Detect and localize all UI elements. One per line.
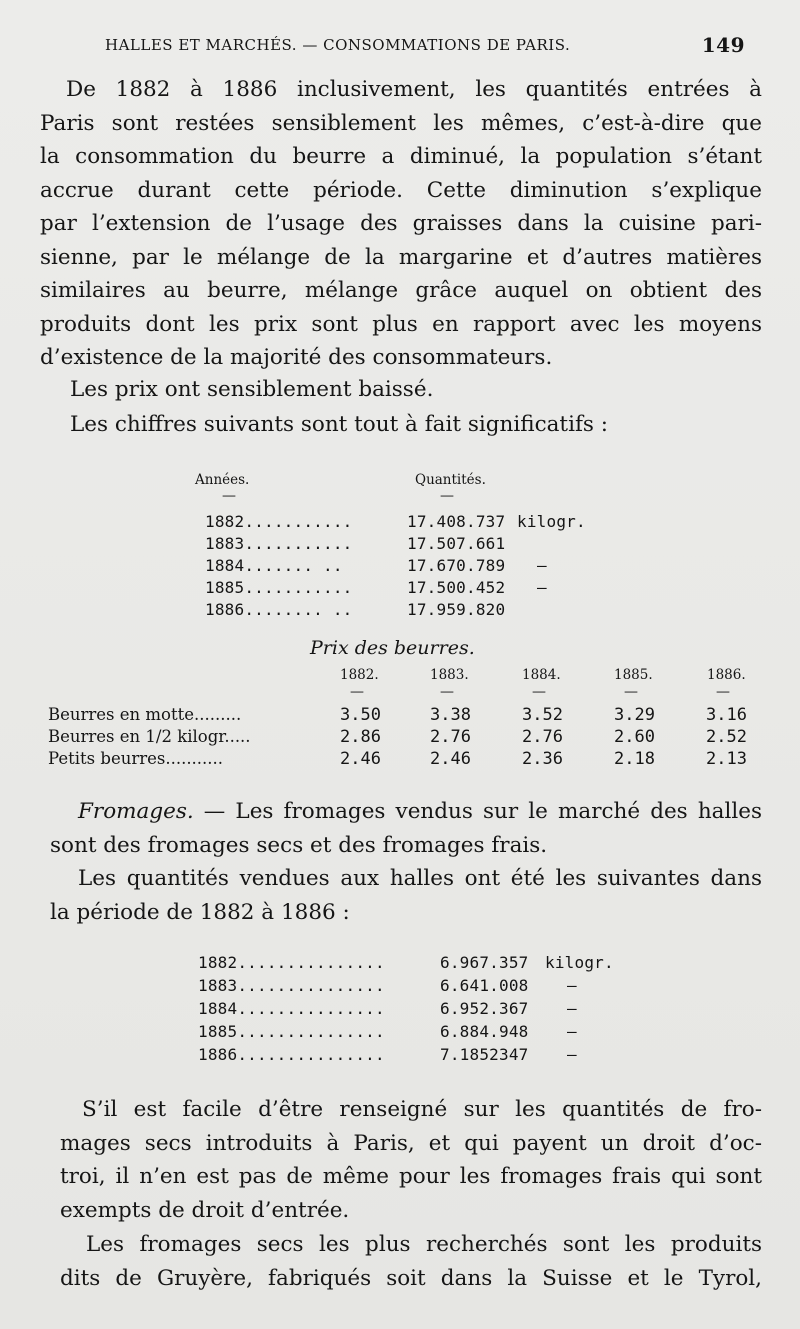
unit: kilogr. — [545, 953, 614, 972]
year-header: 1885. — [614, 667, 653, 683]
text-line: exempts de droit d’entrée. — [60, 1197, 350, 1223]
table-row — [205, 600, 353, 619]
column-header-quantities: Quantités. — [415, 472, 486, 488]
quantity: 17.670.789 — [407, 556, 506, 575]
quantity: 6.967.357 — [440, 953, 529, 972]
year: 1884 — [205, 556, 245, 575]
price-value: 2.36 — [522, 749, 563, 769]
price-value: 2.46 — [430, 749, 471, 769]
year: 1885 — [205, 578, 245, 597]
price-value: 2.18 — [614, 749, 655, 769]
unit: — — [567, 1022, 577, 1041]
text-line: sienne, par le mélange de la margarine et d’autres matières — [40, 244, 762, 270]
year: 1883 — [198, 976, 238, 995]
leader-dots: ............... — [237, 976, 385, 995]
leader-dots: ............... — [237, 1022, 385, 1041]
paragraph-fromages — [50, 795, 762, 862]
leader-dots: ............... — [237, 953, 385, 972]
year: 1882 — [198, 953, 238, 972]
paragraph-gruyere — [60, 1228, 762, 1295]
leader-dots: ........... — [244, 534, 353, 553]
text-line: sont des fromages secs et des fromages frais. — [50, 832, 548, 858]
table-row — [198, 999, 385, 1018]
paragraph-quantities-sold — [50, 862, 762, 929]
text-line — [50, 795, 762, 829]
price-value: 3.50 — [340, 705, 381, 725]
running-title: HALLES ET MARCHÉS. — CONSOMMATIONS DE PARIS. — [105, 36, 571, 54]
quantity: 6.641.008 — [440, 976, 529, 995]
text-line: similaires au beurre, mélange grâce auquel on obtient des — [40, 278, 762, 303]
column-dash: — — [440, 684, 454, 700]
price-value: 2.46 — [340, 749, 381, 769]
quantity: 7.1852347 — [440, 1045, 529, 1064]
text-line: la période de 1882 à 1886 : — [50, 899, 350, 925]
row-label: Beurres en 1/2 kilogr..... — [48, 727, 251, 746]
table-row — [205, 512, 353, 531]
paragraph-figures-intro: Les chiffres suivants sont tout à fait significatifs : — [70, 412, 609, 437]
price-value: 2.60 — [614, 727, 655, 747]
paragraph-dry-cheeses — [60, 1093, 762, 1227]
column-dash: — — [350, 684, 364, 700]
price-value: 3.29 — [614, 705, 655, 725]
text-line: la consommation du beurre a diminué, la population s’étant — [40, 144, 762, 169]
row-label: Beurres en motte......... — [48, 705, 242, 724]
price-value: 2.13 — [706, 749, 747, 769]
price-value: 2.76 — [522, 727, 563, 747]
text-line: troi, il n’en est pas de même pour les fromages frais qui sont — [60, 1164, 762, 1189]
text-line: S’il est facile d’être renseigné sur les quantités de fro- — [82, 1097, 762, 1122]
column-dash: — — [222, 488, 236, 504]
leader-dots: ........... — [244, 578, 353, 597]
quantity: 17.408.737 — [407, 512, 506, 531]
text-line: mages secs introduits à Paris, et qui payent un droit d’oc- — [60, 1130, 762, 1156]
leader-dots: ........... — [244, 512, 353, 531]
text-run: — Les fromages vendus sur le marché des halles — [193, 799, 762, 824]
unit: — — [537, 556, 547, 575]
section-lead: Fromages. — [78, 799, 194, 824]
paragraph-prices-dropped: Les prix ont sensiblement baissé. — [70, 377, 434, 402]
price-value: 2.52 — [706, 727, 747, 747]
price-value: 3.16 — [706, 705, 747, 725]
year: 1884 — [198, 999, 238, 1018]
table-row — [205, 534, 353, 553]
price-table-caption: Prix des beurres. — [310, 637, 475, 659]
column-dash: — — [440, 488, 454, 504]
text-line: De 1882 à 1886 inclusivement, les quantités entrées à — [66, 77, 762, 102]
price-value: 3.52 — [522, 705, 563, 725]
leader-dots: ............... — [237, 999, 385, 1018]
column-dash: — — [624, 684, 638, 700]
unit: — — [567, 999, 577, 1018]
leader-dots: ........ .. — [244, 600, 353, 619]
quantity: 17.507.661 — [407, 534, 506, 553]
price-value: 2.76 — [430, 727, 471, 747]
quantity: 6.952.367 — [440, 999, 529, 1018]
year: 1886 — [198, 1045, 238, 1064]
price-value: 2.86 — [340, 727, 381, 747]
year-header: 1883. — [430, 667, 469, 683]
row-label: Petits beurres........... — [48, 749, 224, 768]
year-header: 1884. — [522, 667, 561, 683]
quantity: 17.959.820 — [407, 600, 506, 619]
column-dash: — — [532, 684, 546, 700]
year: 1885 — [198, 1022, 238, 1041]
table-row — [205, 556, 343, 575]
running-header — [105, 33, 745, 57]
unit: — — [537, 578, 547, 597]
year: 1882 — [205, 512, 245, 531]
price-value: 3.38 — [430, 705, 471, 725]
text-line: Paris sont restées sensiblement les mêmes, c’est-à-dire que — [40, 110, 762, 136]
paragraph-butter-quantities — [40, 73, 762, 375]
year: 1883 — [205, 534, 245, 553]
table-row — [198, 1045, 385, 1064]
leader-dots: ....... .. — [244, 556, 343, 575]
unit: — — [567, 976, 577, 995]
text-line: Les fromages secs les plus recherchés sont les produits — [86, 1232, 762, 1257]
unit: kilogr. — [517, 512, 586, 531]
table-row — [205, 578, 353, 597]
year-header: 1882. — [340, 667, 379, 683]
column-dash: — — [716, 684, 730, 700]
table-row — [198, 1022, 385, 1041]
year-header: 1886. — [707, 667, 746, 683]
unit: — — [567, 1045, 577, 1064]
quantity: 17.500.452 — [407, 578, 506, 597]
quantity: 6.884.948 — [440, 1022, 529, 1041]
text-line: produits dont les prix sont plus en rapport avec les moyens — [40, 311, 762, 337]
text-line: d’existence de la majorité des consommateurs. — [40, 345, 553, 370]
text-line: accrue durant cette période. Cette diminution s’explique — [40, 177, 762, 203]
text-line: dits de Gruyère, fabriqués soit dans la Suisse et le Tyrol, — [60, 1265, 762, 1291]
leader-dots: ............... — [237, 1045, 385, 1064]
text-line: par l’extension de l’usage des graisses dans la cuisine pari- — [40, 211, 762, 236]
text-line: Les quantités vendues aux halles ont été les suivantes dans — [78, 866, 762, 891]
page-number: 149 — [701, 33, 745, 57]
column-header-years: Années. — [195, 472, 250, 488]
table-row — [198, 976, 385, 995]
year: 1886 — [205, 600, 245, 619]
table-row — [198, 953, 385, 972]
